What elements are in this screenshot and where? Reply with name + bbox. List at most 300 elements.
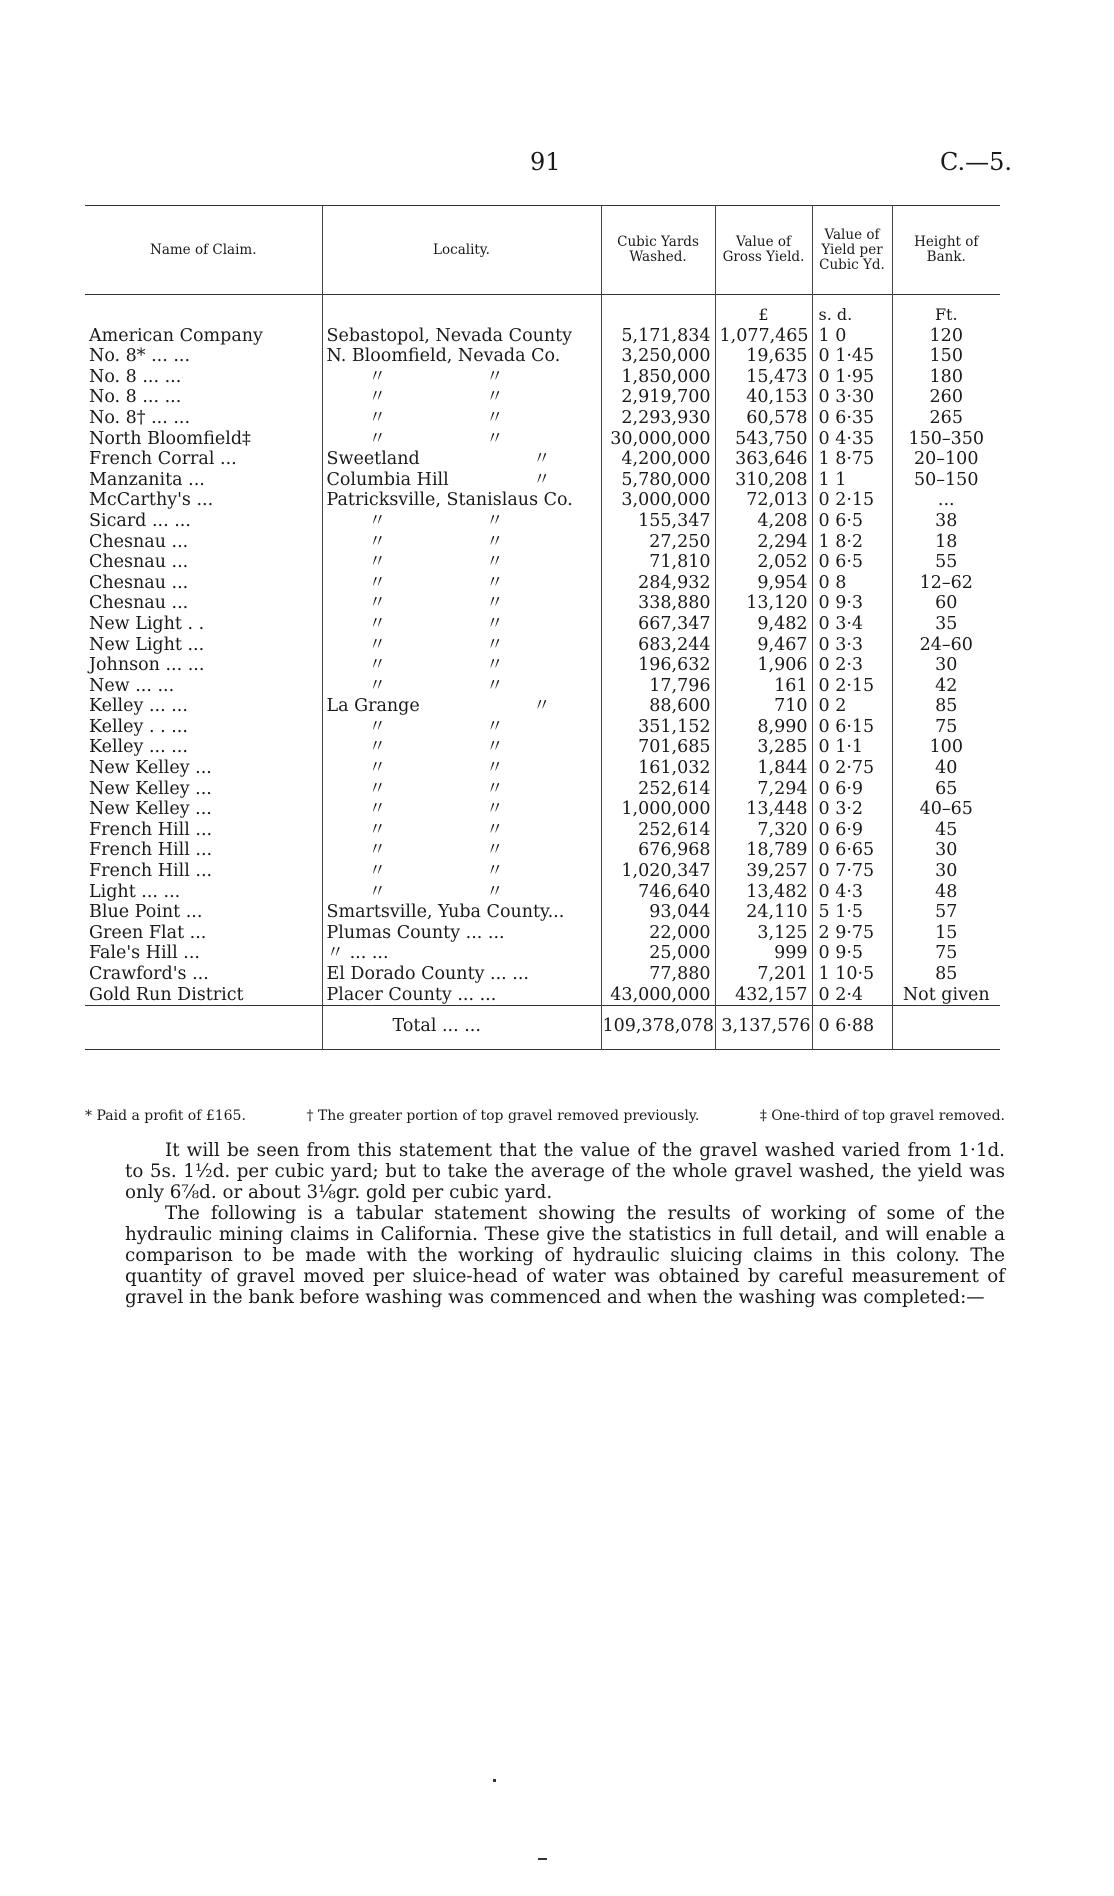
ditto-mark: 〃 — [486, 799, 504, 820]
cubic-yards: 252,614 — [601, 820, 715, 841]
ditto-mark: 〃 — [486, 675, 504, 696]
locality-text: La Grange — [326, 696, 420, 717]
ditto-mark: 〃 — [368, 387, 386, 408]
locality — [322, 387, 601, 408]
bank-height: 60 — [892, 593, 1000, 614]
header-gross-yield: Value of Gross Yield. — [715, 206, 812, 295]
locality — [322, 655, 601, 676]
locality — [322, 552, 601, 573]
bank-height: 85 — [892, 696, 1000, 717]
locality — [322, 532, 601, 553]
yield-per-yard: 0 8 — [812, 573, 892, 594]
gross-yield: 1,906 — [715, 655, 812, 676]
gross-yield: 60,578 — [715, 408, 812, 429]
table-row — [85, 799, 1000, 820]
yield-per-yard: 0 2·15 — [812, 676, 892, 697]
header-cubic-yards: Cubic Yards Washed. — [601, 206, 715, 295]
gross-yield: 310,208 — [715, 470, 812, 491]
table-row — [85, 985, 1000, 1006]
body-text — [125, 1140, 1005, 1308]
claim-name: Crawford's ... — [89, 964, 209, 984]
bank-height: 18 — [892, 532, 1000, 553]
gross-yield: 7,320 — [715, 820, 812, 841]
claims-table — [85, 205, 1000, 1050]
table-row — [85, 882, 1000, 903]
header-name-of-claim: Name of Claim. — [150, 241, 257, 258]
gross-yield: 1,844 — [715, 758, 812, 779]
document-reference: C.—5. — [939, 148, 1012, 176]
claim-name: Chesnau ... — [89, 572, 189, 593]
claim-name: American Company — [89, 325, 263, 346]
ditto-mark: 〃 — [368, 737, 386, 758]
locality — [322, 902, 601, 923]
cubic-yards: 5,780,000 — [601, 470, 715, 491]
ditto-mark: 〃 — [486, 366, 504, 387]
gross-yield: 432,157 — [715, 985, 812, 1006]
cubic-yards: 22,000 — [601, 923, 715, 944]
cubic-yards: 284,932 — [601, 573, 715, 594]
bank-height: 48 — [892, 882, 1000, 903]
locality — [322, 861, 601, 882]
ditto-mark: 〃 — [486, 510, 504, 531]
cubic-yards: 2,919,700 — [601, 387, 715, 408]
yield-per-yard: 0 2·4 — [812, 985, 892, 1006]
ditto-mark: 〃 — [368, 366, 386, 387]
yield-per-yard: 0 3·3 — [812, 635, 892, 656]
claim-name: Sicard ... ... — [89, 510, 191, 531]
cubic-yards: 27,250 — [601, 532, 715, 553]
total-row — [85, 1006, 1000, 1050]
yield-per-yard: 0 3·4 — [812, 614, 892, 635]
cubic-yards: 77,880 — [601, 964, 715, 985]
gross-yield: 9,482 — [715, 614, 812, 635]
gross-yield: 2,052 — [715, 552, 812, 573]
ditto-mark: 〃 — [368, 593, 386, 614]
gross-yield: 7,201 — [715, 964, 812, 985]
ditto-mark: 〃 — [368, 881, 386, 902]
yield-per-yard: 0 6·15 — [812, 717, 892, 738]
locality-text: Columbia Hill — [326, 469, 449, 490]
locality-text: Sebastopol, Nevada County — [326, 325, 573, 346]
stray-mark — [538, 1858, 547, 1860]
bank-height: Not given — [892, 985, 1000, 1006]
table-row — [85, 676, 1000, 697]
yield-per-yard: 0 1·1 — [812, 737, 892, 758]
footnote-2: † The greater portion of top gravel removed previously. — [306, 1108, 700, 1124]
gross-yield: 19,635 — [715, 346, 812, 367]
ditto-mark: 〃 — [486, 572, 504, 593]
yield-per-yard: 1 10·5 — [812, 964, 892, 985]
claim-name: New ... ... — [89, 675, 175, 696]
gross-yield: 3,125 — [715, 923, 812, 944]
total-yards: 109,378,078 — [601, 1006, 715, 1050]
cubic-yards: 683,244 — [601, 635, 715, 656]
ditto-mark: 〃 — [486, 428, 504, 449]
total-label: Total ... ... — [322, 1006, 601, 1050]
table-row — [85, 758, 1000, 779]
bank-height: 40 — [892, 758, 1000, 779]
header-locality: Locality. — [322, 206, 601, 295]
locality — [322, 593, 601, 614]
claim-name: Johnson ... ... — [89, 655, 205, 676]
table-row — [85, 964, 1000, 985]
footnote-3: ‡ One-third of top gravel removed. — [759, 1108, 1005, 1124]
yield-per-yard: 0 7·75 — [812, 861, 892, 882]
ditto-mark: 〃 — [486, 531, 504, 552]
yield-per-yard: 0 9·3 — [812, 593, 892, 614]
table-row — [85, 820, 1000, 841]
yield-per-yard: 0 1·45 — [812, 346, 892, 367]
ditto-mark: 〃 — [368, 819, 386, 840]
header-height-of-bank: Height of Bank. — [892, 206, 1000, 295]
cubic-yards: 252,614 — [601, 779, 715, 800]
locality-text: N. Bloomfield, Nevada Co. — [326, 346, 561, 367]
locality — [322, 943, 601, 964]
ditto-mark: 〃 — [486, 861, 504, 882]
cubic-yards: 338,880 — [601, 593, 715, 614]
claim-name: Kelley ... ... — [89, 696, 188, 717]
claim-name: New Kelley ... — [89, 778, 212, 799]
ditto-mark: 〃 — [533, 696, 551, 717]
ditto-mark: 〃 — [368, 428, 386, 449]
table-row — [85, 717, 1000, 738]
locality — [322, 737, 601, 758]
bank-height: 42 — [892, 676, 1000, 697]
claim-name: New Light . . — [89, 613, 205, 634]
ditto-mark: 〃 — [368, 634, 386, 655]
gross-yield: 13,448 — [715, 799, 812, 820]
claim-name: No. 8 ... ... — [89, 366, 182, 387]
bank-height: 30 — [892, 655, 1000, 676]
yield-per-yard: 0 2·3 — [812, 655, 892, 676]
table-row — [85, 552, 1000, 573]
bank-height: 40–65 — [892, 799, 1000, 820]
header-yield-per-yard: Value of Yield per Cubic Yd. — [812, 206, 892, 295]
locality — [322, 882, 601, 903]
bank-height: 35 — [892, 614, 1000, 635]
gross-yield: 9,467 — [715, 635, 812, 656]
yield-per-yard: 5 1·5 — [812, 902, 892, 923]
gross-yield: 4,208 — [715, 511, 812, 532]
locality — [322, 696, 601, 717]
locality — [322, 635, 601, 656]
table-row — [85, 490, 1000, 511]
gross-yield: 363,646 — [715, 449, 812, 470]
yield-per-yard: 0 6·9 — [812, 779, 892, 800]
ditto-mark: 〃 — [368, 531, 386, 552]
unit-yield: s. d. — [812, 295, 892, 326]
table-row — [85, 511, 1000, 532]
ditto-mark: 〃 — [486, 840, 504, 861]
cubic-yards: 5,171,834 — [601, 326, 715, 347]
table-row — [85, 573, 1000, 594]
bank-height: 50–150 — [892, 470, 1000, 491]
bank-height: ... — [892, 490, 1000, 511]
bank-height: 85 — [892, 964, 1000, 985]
locality-text: Patricksville, Stanislaus Co. — [326, 490, 573, 511]
gross-yield: 7,294 — [715, 779, 812, 800]
locality — [322, 346, 601, 367]
table-row — [85, 655, 1000, 676]
locality — [322, 614, 601, 635]
ditto-mark: 〃 — [486, 387, 504, 408]
yield-per-yard: 0 2·75 — [812, 758, 892, 779]
gross-yield: 15,473 — [715, 367, 812, 388]
cubic-yards: 30,000,000 — [601, 429, 715, 450]
claim-name: No. 8† ... ... — [89, 407, 191, 428]
locality — [322, 470, 601, 491]
locality — [322, 408, 601, 429]
total-yield: 0 6·88 — [812, 1006, 892, 1050]
ditto-mark: 〃 — [486, 552, 504, 573]
cubic-yards: 71,810 — [601, 552, 715, 573]
table-row — [85, 840, 1000, 861]
ditto-mark: 〃 — [368, 675, 386, 696]
yield-per-yard: 0 6·65 — [812, 840, 892, 861]
ditto-mark: 〃 — [368, 613, 386, 634]
gross-yield: 3,285 — [715, 737, 812, 758]
table-row — [85, 408, 1000, 429]
gross-yield: 13,482 — [715, 882, 812, 903]
ditto-mark: 〃 — [368, 655, 386, 676]
claim-name: French Hill ... — [89, 861, 213, 882]
unit-height: Ft. — [892, 295, 1000, 326]
gross-yield: 161 — [715, 676, 812, 697]
claim-name: Chesnau ... — [89, 552, 189, 573]
yield-per-yard: 0 4·3 — [812, 882, 892, 903]
claim-name: French Corral ... — [89, 449, 237, 470]
bank-height: 65 — [892, 779, 1000, 800]
ditto-mark: 〃 — [533, 449, 551, 470]
yield-per-yard: 2 9·75 — [812, 923, 892, 944]
total-gross: 3,137,576 — [715, 1006, 812, 1050]
cubic-yards: 93,044 — [601, 902, 715, 923]
locality — [322, 573, 601, 594]
table-row — [85, 326, 1000, 347]
table-row — [85, 614, 1000, 635]
bank-height: 120 — [892, 326, 1000, 347]
bank-height: 265 — [892, 408, 1000, 429]
cubic-yards: 196,632 — [601, 655, 715, 676]
claim-name: Chesnau ... — [89, 531, 189, 552]
locality — [322, 511, 601, 532]
ditto-mark: 〃 — [368, 778, 386, 799]
claim-name: No. 8 ... ... — [89, 387, 182, 408]
ditto-mark: 〃 — [486, 655, 504, 676]
locality — [322, 676, 601, 697]
yield-per-yard: 0 6·9 — [812, 820, 892, 841]
table-row — [85, 779, 1000, 800]
ditto-mark: 〃 — [486, 819, 504, 840]
bank-height: 38 — [892, 511, 1000, 532]
table-row — [85, 696, 1000, 717]
yield-per-yard: 1 8·2 — [812, 532, 892, 553]
bank-height: 12–62 — [892, 573, 1000, 594]
table-row — [85, 737, 1000, 758]
ditto-mark: 〃 — [368, 407, 386, 428]
table-row — [85, 861, 1000, 882]
yield-per-yard: 1 0 — [812, 326, 892, 347]
ditto-mark: 〃 — [368, 758, 386, 779]
cubic-yards: 17,796 — [601, 676, 715, 697]
cubic-yards: 701,685 — [601, 737, 715, 758]
page-number: 91 — [530, 148, 561, 176]
bank-height: 30 — [892, 840, 1000, 861]
ditto-mark: 〃 — [368, 840, 386, 861]
table-row — [85, 902, 1000, 923]
bank-height: 24–60 — [892, 635, 1000, 656]
table-row — [85, 387, 1000, 408]
unit-gross: £ — [715, 295, 812, 326]
bank-height: 55 — [892, 552, 1000, 573]
bank-height: 15 — [892, 923, 1000, 944]
ditto-mark: 〃 — [486, 737, 504, 758]
gross-yield: 13,120 — [715, 593, 812, 614]
locality — [322, 820, 601, 841]
bank-height: 180 — [892, 367, 1000, 388]
locality-text: El Dorado County ... ... — [326, 964, 529, 984]
yield-per-yard: 0 6·5 — [812, 552, 892, 573]
cubic-yards: 3,250,000 — [601, 346, 715, 367]
bank-height: 45 — [892, 820, 1000, 841]
gross-yield: 24,110 — [715, 902, 812, 923]
table-row — [85, 429, 1000, 450]
yield-per-yard: 0 9·5 — [812, 943, 892, 964]
yield-per-yard: 0 2·15 — [812, 490, 892, 511]
claim-name: French Hill ... — [89, 819, 213, 840]
cubic-yards: 25,000 — [601, 943, 715, 964]
yield-per-yard: 0 6·5 — [812, 511, 892, 532]
claim-name: Chesnau ... — [89, 593, 189, 614]
ditto-mark: 〃 — [486, 593, 504, 614]
claim-name: North Bloomfield‡ — [89, 428, 251, 449]
yield-per-yard: 0 4·35 — [812, 429, 892, 450]
yield-per-yard: 0 6·35 — [812, 408, 892, 429]
ditto-mark: 〃 — [486, 716, 504, 737]
locality-text: Placer County ... ... — [326, 984, 497, 1005]
yield-per-yard: 0 3·30 — [812, 387, 892, 408]
locality — [322, 367, 601, 388]
table-row — [85, 943, 1000, 964]
cubic-yards: 351,152 — [601, 717, 715, 738]
table-row — [85, 532, 1000, 553]
gross-yield: 2,294 — [715, 532, 812, 553]
claim-name: Blue Point ... — [89, 902, 203, 923]
claim-name: Light ... ... — [89, 881, 181, 902]
gross-yield: 8,990 — [715, 717, 812, 738]
cubic-yards: 1,020,347 — [601, 861, 715, 882]
locality — [322, 840, 601, 861]
cubic-yards: 88,600 — [601, 696, 715, 717]
locality — [322, 449, 601, 470]
bank-height: 57 — [892, 902, 1000, 923]
ditto-mark: 〃 — [486, 407, 504, 428]
locality — [322, 799, 601, 820]
claim-name: McCarthy's ... — [89, 490, 214, 511]
gross-yield: 72,013 — [715, 490, 812, 511]
bank-height: 100 — [892, 737, 1000, 758]
gross-yield: 39,257 — [715, 861, 812, 882]
locality — [322, 758, 601, 779]
locality — [322, 964, 601, 985]
locality-text: Sweetland — [326, 449, 420, 470]
claim-name: New Kelley ... — [89, 758, 212, 779]
footnote-1: * Paid a profit of £165. — [85, 1108, 246, 1124]
gross-yield: 999 — [715, 943, 812, 964]
locality — [322, 429, 601, 450]
ditto-mark: 〃 — [486, 881, 504, 902]
locality-text: 〃 ... ... — [326, 943, 389, 964]
locality — [322, 490, 601, 511]
locality — [322, 779, 601, 800]
ditto-mark: 〃 — [486, 758, 504, 779]
table-row — [85, 367, 1000, 388]
bank-height: 30 — [892, 861, 1000, 882]
ditto-mark: 〃 — [368, 510, 386, 531]
ditto-mark: 〃 — [486, 613, 504, 634]
gross-yield: 1,077,465 — [715, 326, 812, 347]
table-row — [85, 346, 1000, 367]
claim-name: No. 8* ... ... — [89, 346, 191, 367]
yield-per-yard: 0 1·95 — [812, 367, 892, 388]
ditto-mark: 〃 — [486, 634, 504, 655]
bank-height: 260 — [892, 387, 1000, 408]
table-row — [85, 593, 1000, 614]
paragraph-2: The following is a tabular statement showing the results of working of some of the hydraulic mining claims in California. These give the statistics in full detail, and will enable a comparison to be made with the working of hydraulic sluicing claims in this colony. The quantity of gravel moved per sluice-head of water was obtained by careful measurement of gravel in the bank before washing was commenced and when the washing was completed:— — [125, 1203, 1005, 1308]
locality-text: Plumas County ... ... — [326, 922, 505, 943]
ditto-mark: 〃 — [368, 716, 386, 737]
paragraph-1: It will be seen from this statement that the value of the gravel washed varied from 1·1d. to 5s. 1½d. per cubic yard; but to take the average of the whole gravel washed, the yield was only 6⅞d. or about 3⅛gr. gold per cubic yard. — [125, 1140, 1005, 1203]
bank-height: 75 — [892, 943, 1000, 964]
claim-name: French Hill ... — [89, 840, 213, 861]
yield-per-yard: 1 1 — [812, 470, 892, 491]
ditto-mark: 〃 — [368, 552, 386, 573]
claim-name: Kelley ... ... — [89, 737, 188, 758]
locality — [322, 717, 601, 738]
ditto-mark: 〃 — [368, 799, 386, 820]
ditto-mark: 〃 — [368, 572, 386, 593]
locality — [322, 326, 601, 347]
claim-name: Manzanita ... — [89, 469, 205, 490]
gross-yield: 40,153 — [715, 387, 812, 408]
gross-yield: 543,750 — [715, 429, 812, 450]
yield-per-yard: 0 2 — [812, 696, 892, 717]
ditto-mark: 〃 — [368, 861, 386, 882]
bank-height: 20–100 — [892, 449, 1000, 470]
footnotes — [85, 1108, 1005, 1124]
cubic-yards: 1,000,000 — [601, 799, 715, 820]
locality — [322, 923, 601, 944]
cubic-yards: 746,640 — [601, 882, 715, 903]
claim-name: Gold Run District — [89, 984, 244, 1005]
bank-height: 75 — [892, 717, 1000, 738]
bank-height: 150–350 — [892, 429, 1000, 450]
claim-name: Green Flat ... — [89, 922, 207, 943]
cubic-yards: 161,032 — [601, 758, 715, 779]
table-row — [85, 923, 1000, 944]
cubic-yards: 155,347 — [601, 511, 715, 532]
locality — [322, 985, 601, 1006]
table-row — [85, 635, 1000, 656]
ditto-mark: 〃 — [486, 778, 504, 799]
yield-per-yard: 0 3·2 — [812, 799, 892, 820]
units-row — [85, 295, 1000, 326]
cubic-yards: 2,293,930 — [601, 408, 715, 429]
bank-height: 150 — [892, 346, 1000, 367]
stray-mark — [493, 1779, 496, 1782]
cubic-yards: 676,968 — [601, 840, 715, 861]
table-row — [85, 449, 1000, 470]
